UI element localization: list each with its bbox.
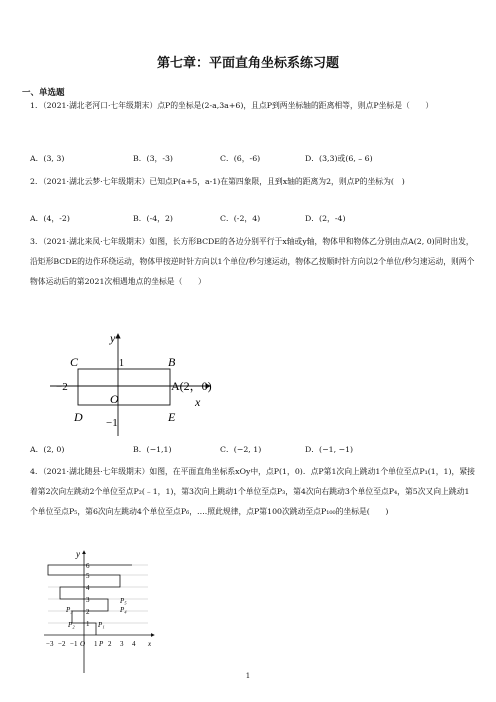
x-tick-4: 4 — [132, 640, 136, 648]
point-p2: P₂ — [68, 621, 75, 629]
point-p5: P₅ — [120, 597, 127, 605]
label-neg-one: −1 — [106, 417, 118, 429]
label-neg-two: −2 — [56, 381, 68, 393]
question-4-text: 4．（2021·湖北随县·七年级期末）如图，在平面直角坐标系xOy中，点P(1，0)．点P第1次向上跳动1个单位至点P₁(1，1)，紧接着第2次向左跳动2个单位至点P₂(﹣1，1)，第3次向上跳动1个单位至点P₃，第4次向右跳动3个单位至点P₄，第5次又向上跳动1个单位至点P₅，第6次向左跳动4个单位至点P₆，….照此规律，点P第100次跳动至点P₁₀₀的坐标是( ) — [30, 467, 475, 516]
option-b[interactable]: B．(-4，2) — [133, 214, 173, 223]
y-tick-1: 1 — [86, 620, 90, 628]
question-3-text: 3．（2021·湖北来凤·七年级期末）如图，长方形BCDE的各边分别平行于x轴或y轴，物体甲和物体乙分别由点A(2, 0)同时出发，沿矩形BCDE的边作环绕运动，物体甲按逆时针方向以1个单位/秒匀速运动，物体乙按顺时针方向以2个单位/秒匀速运动，则两个物体运动后的第2021次相遇地点的坐标是（ ） — [30, 237, 475, 286]
point-p4: P₄ — [120, 606, 127, 614]
question-1-text: 1．（2021·湖北老河口·七年级期末）点P的坐标是(2-a,3a+6)，且点P到两坐标轴的距离相等，则点P坐标是（ ） — [30, 101, 434, 110]
option-d[interactable]: D．(3,3)或(6, – 6) — [305, 154, 373, 163]
start-point-p: P — [99, 640, 104, 648]
option-d[interactable]: D．(−1, −1) — [305, 445, 354, 454]
origin-label: O — [80, 640, 86, 648]
option-c[interactable]: C．(-2，4) — [220, 214, 261, 223]
page-number: 1 — [245, 672, 251, 680]
section-heading: 一、单选题 — [22, 88, 65, 98]
point-p1: P₁ — [98, 621, 105, 629]
origin-label: O — [110, 392, 119, 406]
option-a[interactable]: A．(3, 3) — [30, 154, 65, 163]
page-title: 第七章：平面直角坐标系练习题 — [156, 56, 339, 71]
x-tick-2: 2 — [108, 640, 112, 648]
x-axis-label: x — [195, 395, 201, 409]
y-tick-6: 6 — [86, 562, 90, 570]
question-2-text: 2．（2021·湖北云梦·七年级期末）已知点P(a+5，a-1)在第四象限，且到x轴的距离为2，则点P的坐标为( ) — [30, 177, 405, 186]
vertex-c: C — [70, 355, 79, 369]
x-tick-neg2: −2 — [58, 640, 66, 648]
vertex-b: B — [168, 355, 176, 369]
y-tick-2: 2 — [86, 608, 90, 616]
option-a[interactable]: A．(2, 0) — [30, 445, 65, 454]
option-c[interactable]: C．(6，-6) — [220, 154, 261, 163]
x-tick-neg3: −3 — [46, 640, 54, 648]
question-2-options — [30, 213, 475, 227]
label-one: 1 — [119, 358, 124, 369]
y-tick-5: 5 — [86, 572, 90, 580]
x-tick-3: 3 — [120, 640, 124, 648]
x-tick-neg1: −1 — [70, 640, 78, 648]
x-tick-1: 1 — [94, 640, 98, 648]
figure-4-jump-diagram — [44, 545, 164, 677]
option-b[interactable]: B．(−1,1) — [133, 445, 172, 454]
y-axis-label: y — [110, 331, 116, 345]
y-tick-3: 3 — [86, 596, 90, 604]
figure-3-rectangle-diagram — [50, 328, 240, 438]
question-1-options — [30, 153, 475, 167]
option-d[interactable]: D．(2，-4) — [305, 214, 346, 223]
x-axis-label: x — [148, 640, 152, 648]
option-c[interactable]: C．(−2, 1) — [220, 445, 262, 454]
point-p3: P₃ — [66, 606, 73, 614]
vertex-d: D — [74, 410, 83, 424]
option-b[interactable]: B．(3，-3) — [133, 154, 173, 163]
y-tick-4: 4 — [86, 584, 90, 592]
vertex-e: E — [168, 410, 176, 424]
point-a: A(2，0) — [171, 379, 212, 393]
option-a[interactable]: A．(4，-2) — [30, 214, 70, 223]
y-axis-label: y — [76, 549, 80, 559]
question-3-options — [30, 444, 475, 458]
